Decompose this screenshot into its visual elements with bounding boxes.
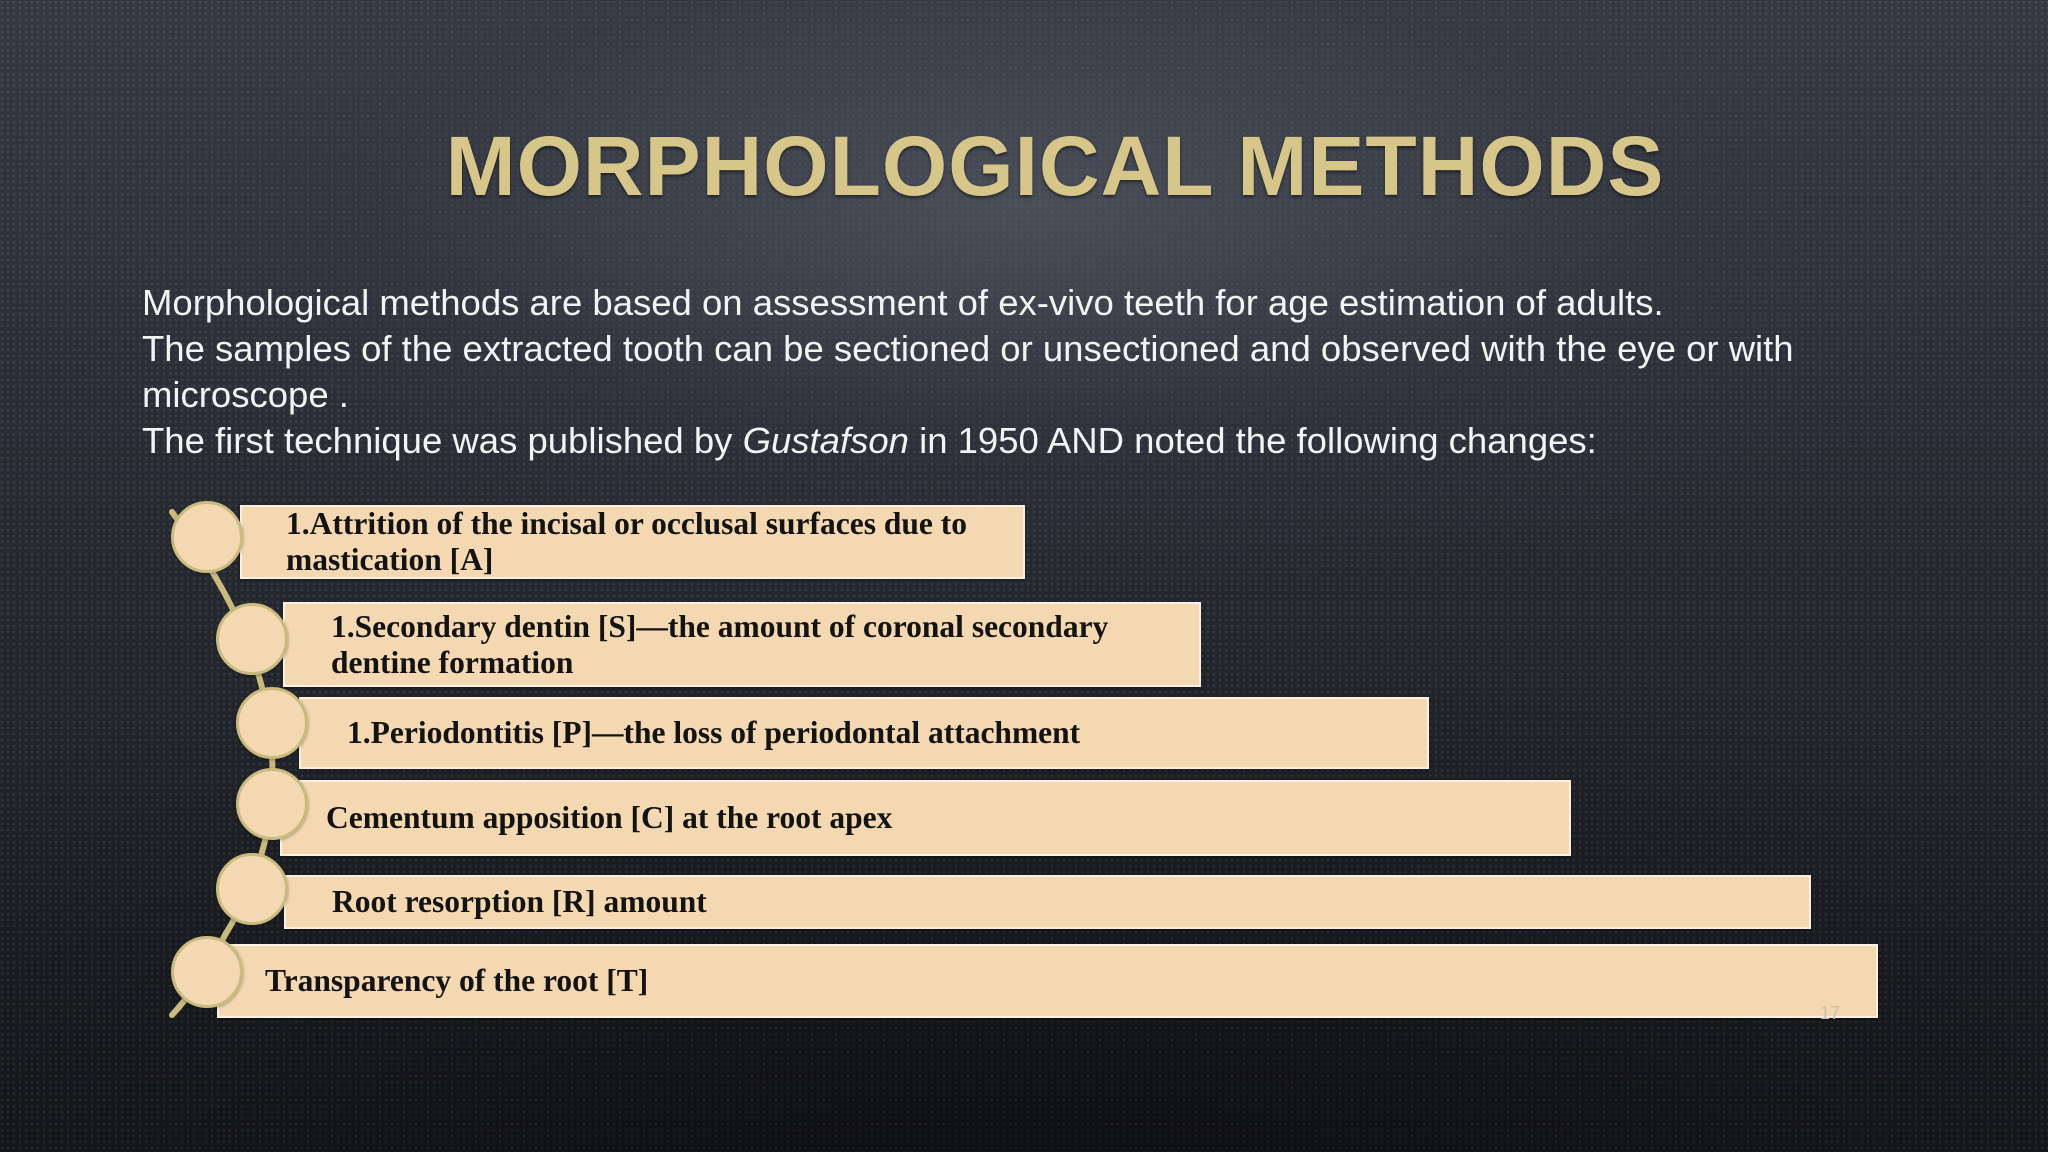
author-name: Gustafson xyxy=(742,420,909,461)
change-item-label: 1.Periodontitis [P]—the loss of periodontal attachment xyxy=(347,715,1081,750)
change-item-label: Transparency of the root [T] xyxy=(265,963,649,998)
timeline-node-6 xyxy=(171,936,243,1008)
timeline-node-4 xyxy=(236,768,308,840)
timeline-node-1 xyxy=(171,501,243,573)
change-item-label: 1.Attrition of the incisal or occlusal surfaces due to mastication [A] xyxy=(286,506,967,577)
timeline-node-3 xyxy=(236,687,308,759)
change-item-secondary-dentin xyxy=(283,602,1201,687)
change-item-root-resorption xyxy=(284,875,1811,929)
intro-text xyxy=(142,280,1902,464)
intro-line-3 xyxy=(142,418,1902,464)
change-item-attrition xyxy=(240,505,1025,579)
change-item-label: 1.Secondary dentin [S]—the amount of coronal secondary dentine formation xyxy=(331,608,1109,680)
page-number: 17 xyxy=(1820,1003,1841,1023)
slide-title: MORPHOLOGICAL METHODS xyxy=(445,119,1665,213)
intro-line-2: The samples of the extracted tooth can be sectioned or unsectioned and observed with the eye or with microscope . xyxy=(142,328,1794,415)
change-item-transparency xyxy=(217,944,1878,1018)
intro-line-3-after: in 1950 AND noted the following changes: xyxy=(908,420,1597,461)
timeline-node-5 xyxy=(216,853,288,925)
change-item-periodontitis xyxy=(299,697,1429,769)
change-item-cementum xyxy=(280,780,1571,856)
intro-line-3-before: The first technique was published by xyxy=(142,420,743,461)
change-item-label: Cementum apposition [C] at the root apex xyxy=(326,800,893,835)
intro-line-1: Morphological methods are based on assessment of ex-vivo teeth for age estimation of adults. xyxy=(142,282,1664,323)
timeline-node-2 xyxy=(216,603,288,675)
change-item-label: Root resorption [R] amount xyxy=(332,884,707,919)
